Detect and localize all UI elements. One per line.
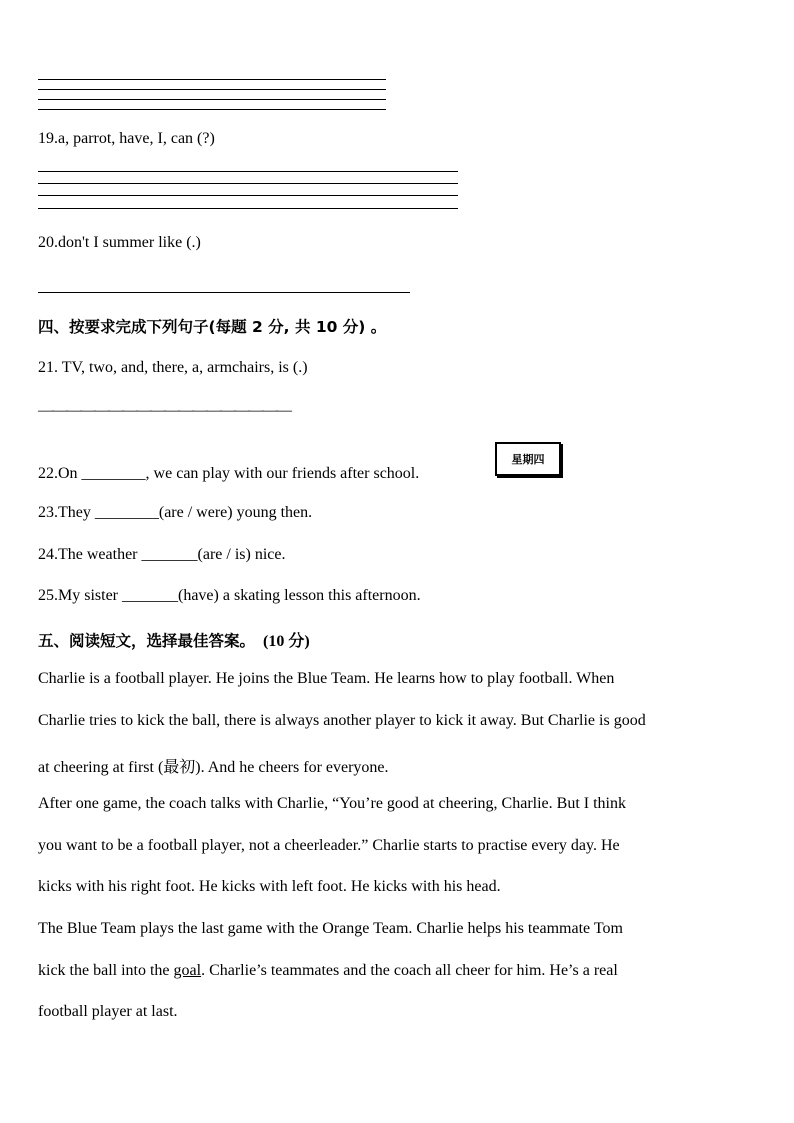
answer-line [38,99,386,100]
weekday-card [495,442,561,476]
passage-line: kicks with his right foot. He kicks with left foot. He kicks with his head. [38,878,501,895]
answer-line [38,292,410,293]
passage-text: . Charlie’s teammates and the coach all cheer for him. He’s a real [201,962,618,979]
passage-line: you want to be a football player, not a cheerleader.” Charlie starts to practise every day. He [38,837,620,854]
section-5-title: 五、阅读短文，选择最佳答案。 [38,632,256,650]
passage-line: football player at last. [38,1003,178,1020]
question-23: 23.They ________(are / were) young then. [38,504,313,521]
weekday-card-label: 星期四 [511,453,545,466]
passage-line: Charlie is a football player. He joins the Blue Team. He learns how to play football. When [38,670,615,687]
answer-line [38,79,386,80]
answer-line [38,171,458,172]
question-20: 20.don't I summer like (.) [38,234,201,251]
underlined-word: goal [173,962,202,979]
passage-text: kick the ball into the [38,962,174,979]
answer-line [38,195,458,196]
question-22: 22.On ________, we can play with our friends after school. [38,465,420,482]
section-4-title: 四、按要求完成下列句子(每题 2 分, 共 10 分) 。 [38,318,387,336]
answer-line [38,109,386,110]
passage-line: The Blue Team plays the last game with the Orange Team. Charlie helps his teammate Tom [38,920,623,937]
section-5-score: (10 分) [263,633,310,650]
answer-line-21: —————————————————— [38,402,290,419]
answer-line [38,89,386,90]
question-24: 24.The weather _______(are / is) nice. [38,546,286,563]
answer-line [38,208,458,209]
question-19: 19.a, parrot, have, I, can (?) [38,130,215,147]
passage-line: After one game, the coach talks with Charlie, “You’re good at cheering, Charlie. But I think [38,795,626,812]
question-21: 21. TV, two, and, there, a, armchairs, is (.) [38,359,308,376]
section-5-header [38,628,310,651]
passage-line [38,962,618,980]
question-25: 25.My sister _______(have) a skating lesson this afternoon. [38,587,421,604]
passage-line: at cheering at first (最初). And he cheers for everyone. [38,759,389,776]
answer-line [38,183,458,184]
passage-line: Charlie tries to kick the ball, there is always another player to kick it away. But Charlie is good [38,712,646,729]
